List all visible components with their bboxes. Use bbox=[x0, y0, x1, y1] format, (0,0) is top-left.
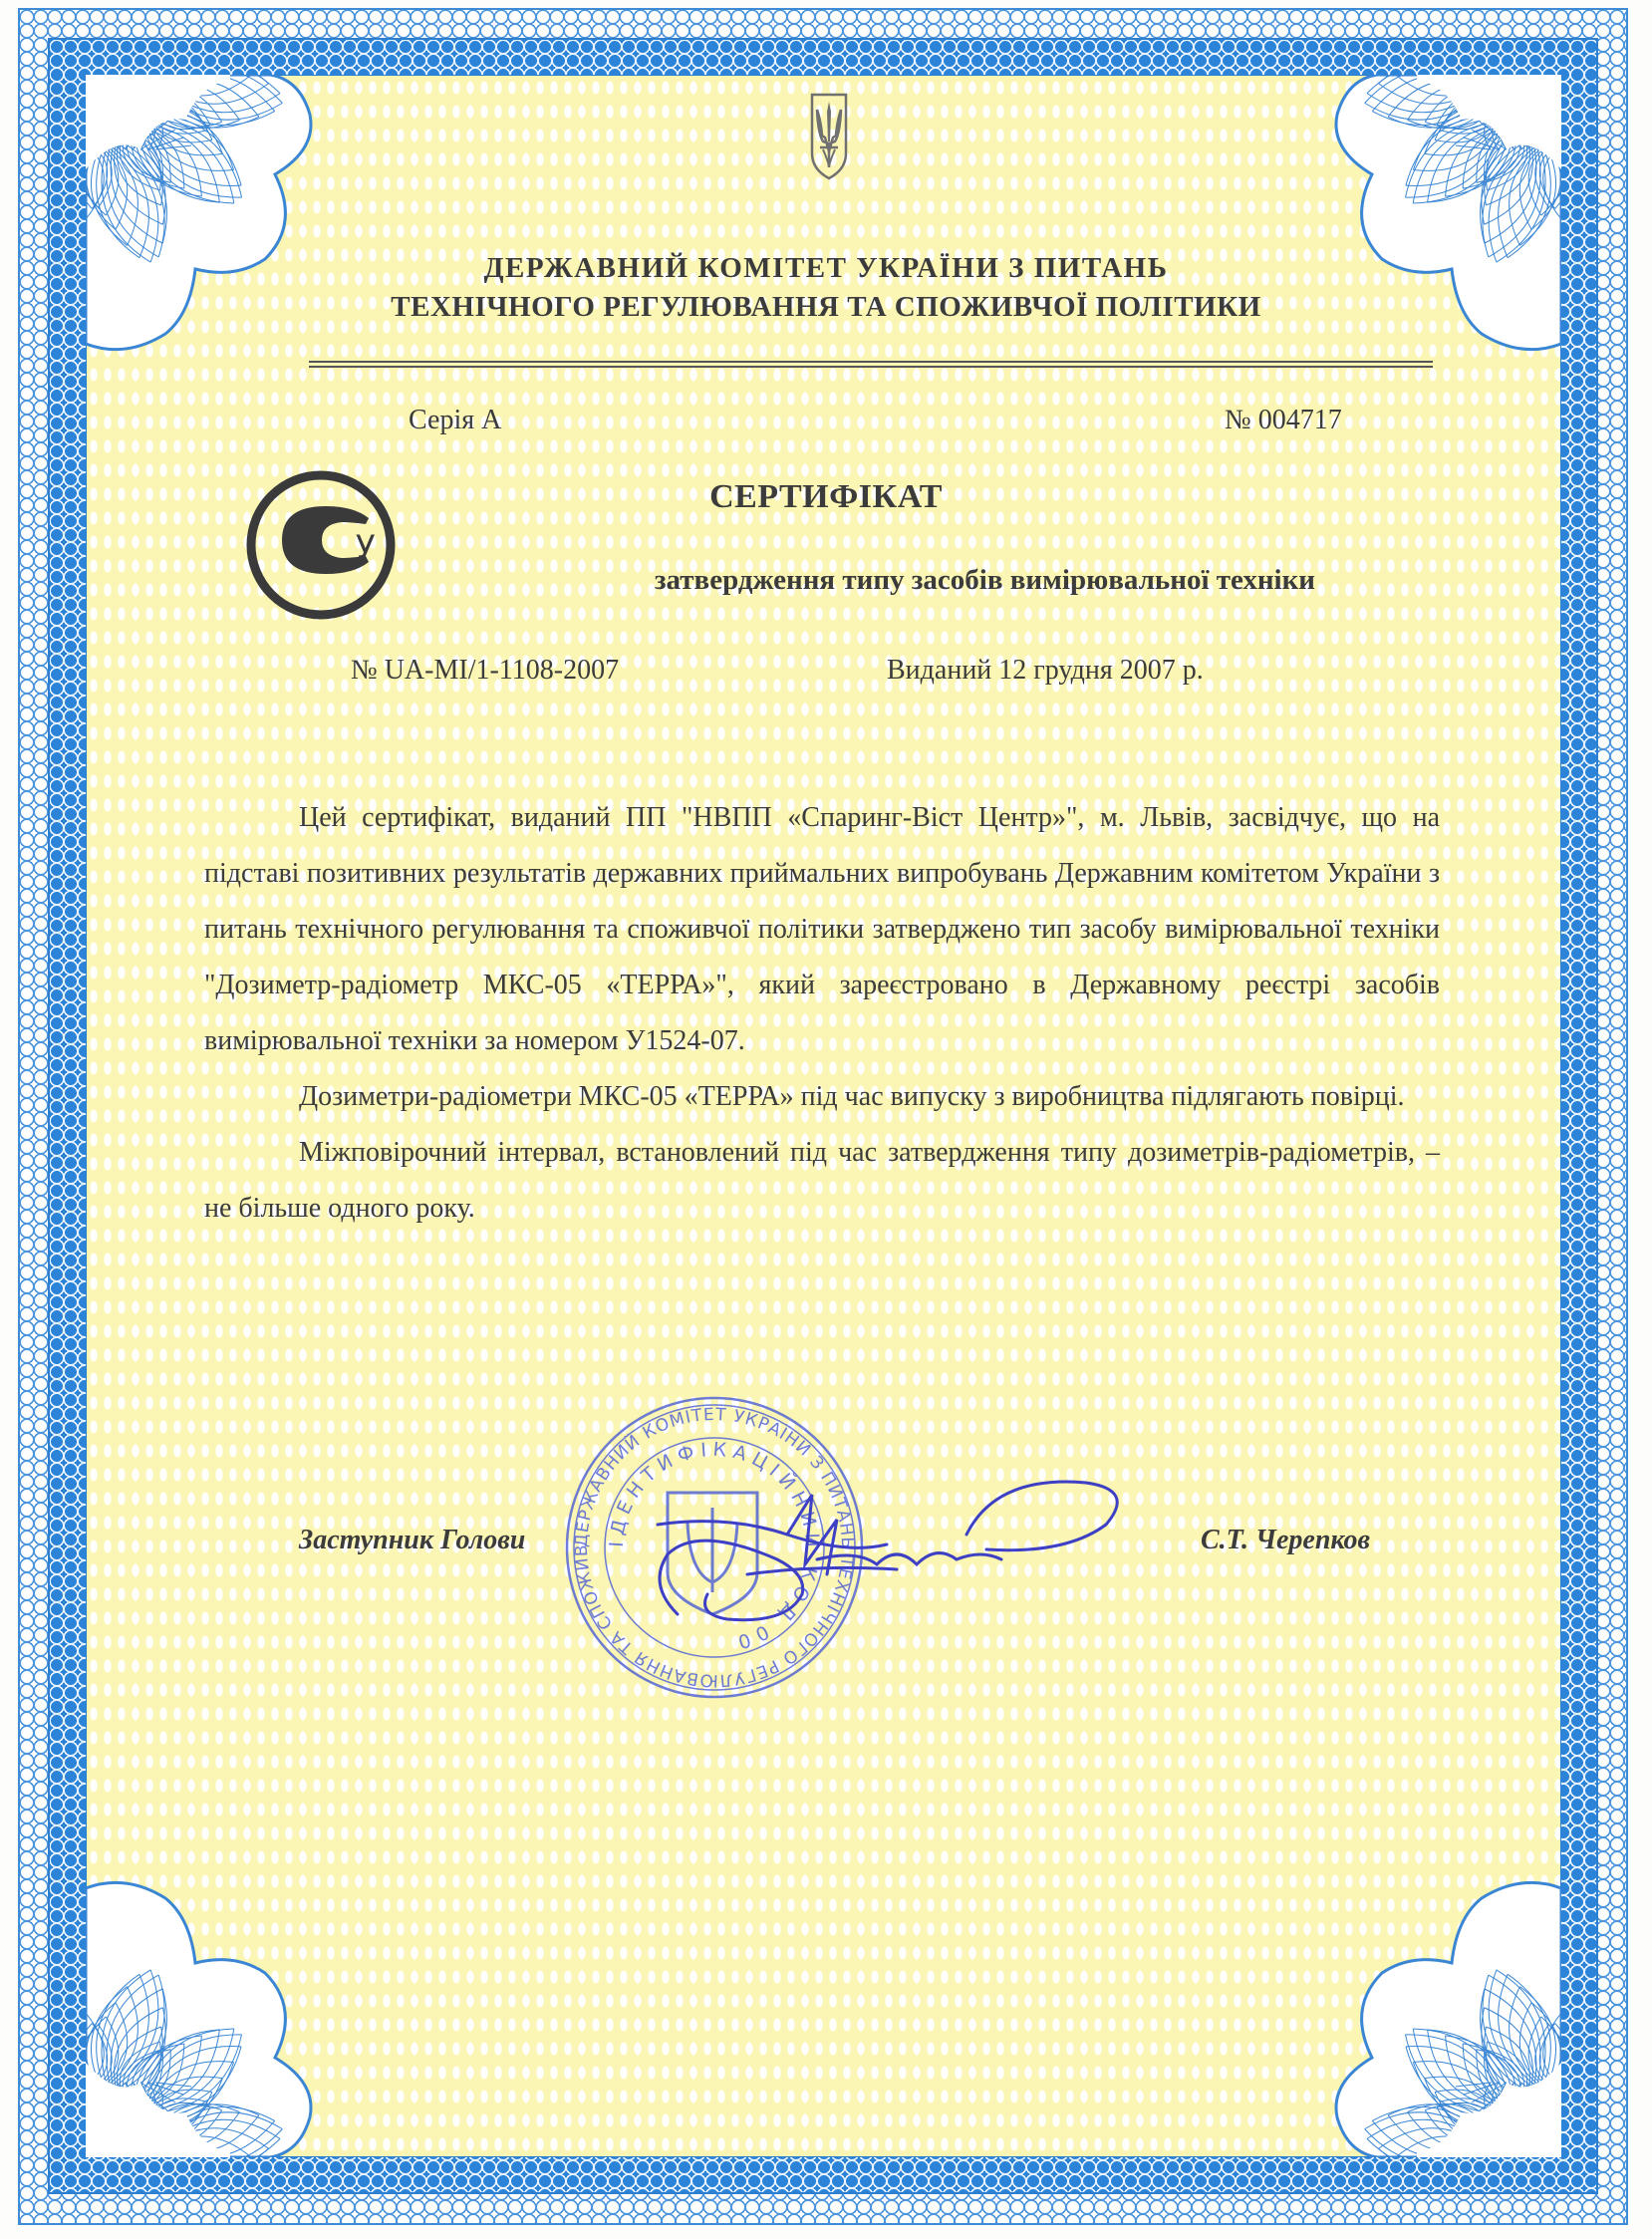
corner-rosette-bottom-left bbox=[86, 1858, 385, 2157]
series-label: Серія А bbox=[409, 405, 502, 435]
mark-letter: У bbox=[356, 528, 376, 566]
certificate-number: № UA-MI/1-1108-2007 bbox=[351, 655, 620, 686]
body-paragraph: Дозиметри-радіометри МКС-05 «ТЕРРА» під час випуску з виробництва підлягають повірці. bbox=[299, 1081, 1405, 1112]
stamp-inner-text: ІДЕНТИФІКАЦІЙНИЙ КОД 00 bbox=[605, 1438, 824, 1655]
header-divider bbox=[309, 366, 1433, 368]
corner-rosette-top-right bbox=[1262, 75, 1561, 374]
issuer-heading-line-2: ТЕХНІЧНОГО РЕГУЛЮВАННЯ ТА СПОЖИВЧОЇ ПОЛІТИКИ bbox=[391, 291, 1261, 323]
body-paragraph: Міжповірочний інтервал, встановлений під час затвердження типу дозиметрів-радіометрів, – не більше одного року. bbox=[204, 1137, 1440, 1224]
certificate-subtitle: затвердження типу засобів вимірювальної техніки bbox=[654, 564, 1315, 596]
issue-date: Виданий 12 грудня 2007 р. bbox=[887, 655, 1204, 686]
stamp-outer-text: ДЕРЖАВНИЙ КОМІТЕТ УКРАЇНИ З ПИТАНЬ ТЕХНІЧНОГО РЕГУЛЮВАННЯ ТА СПОЖИВ bbox=[571, 1404, 858, 1691]
certificate-body bbox=[204, 790, 1440, 1237]
handwritten-signature bbox=[638, 1465, 1136, 1634]
form-number: № 004717 bbox=[1225, 405, 1342, 435]
corner-rosette-top-left bbox=[86, 75, 385, 374]
certificate-title: СЕРТИФІКАТ bbox=[709, 478, 943, 515]
body-paragraph: Цей сертифікат, виданий ПП "НВПП «Спаринг-Віст Центр»", м. Львів, засвідчує, що на підставі позитивних результатів державних приймальних випробувань Державним комітетом України з питань технічного регулювання та споживчої політики затверджено тип засобу вимірювальної техніки "Дозиметр-радіометр МКС-05 «ТЕРРА»", який зареєстровано в Державному реєстрі засобів вимірювальної техніки за номером У1524-07. bbox=[204, 802, 1440, 1056]
issuer-heading-line-1: ДЕРЖАВНИЙ КОМІТЕТ УКРАЇНИ З ПИТАНЬ bbox=[483, 252, 1169, 284]
signatory-title: Заступник Голови bbox=[299, 1525, 526, 1555]
corner-rosette-bottom-right bbox=[1262, 1858, 1561, 2157]
tryzub-coat-of-arms-icon bbox=[809, 92, 849, 181]
signatory-name: С.Т. Черепков bbox=[1201, 1525, 1371, 1555]
header-divider bbox=[309, 361, 1433, 363]
